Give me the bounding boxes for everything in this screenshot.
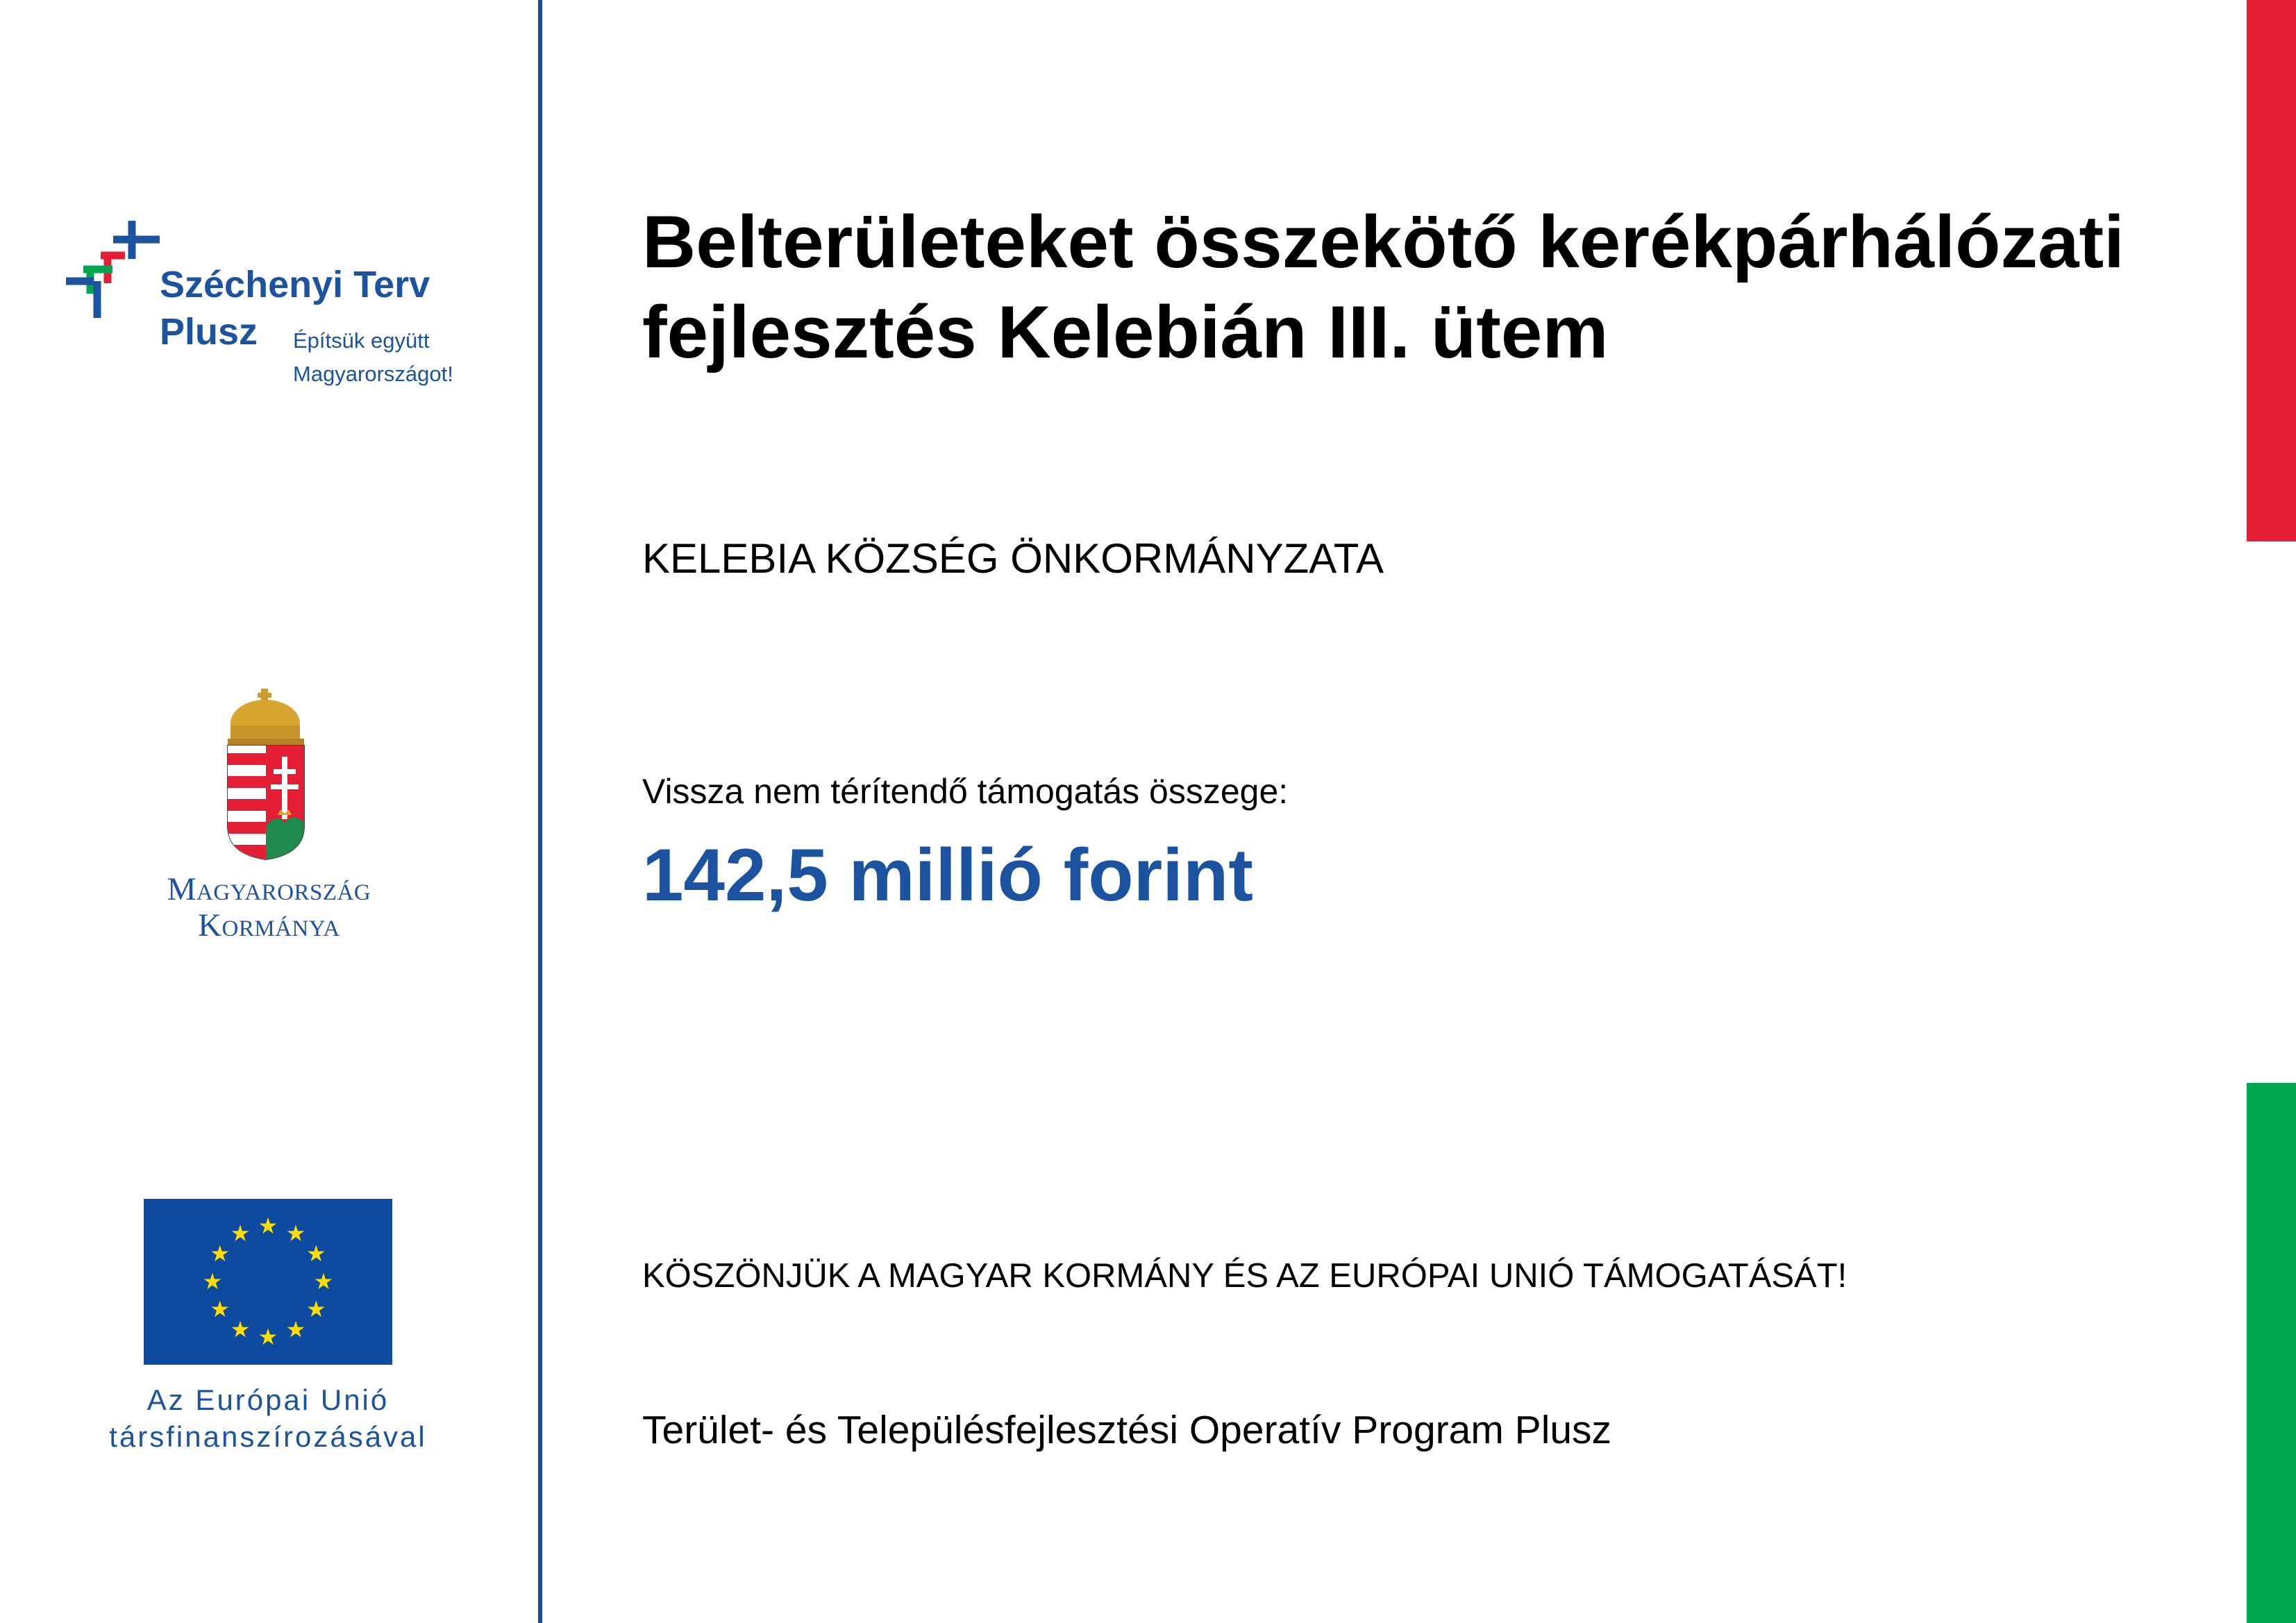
eu-text-line1: Az Európai Unió	[146, 1384, 389, 1416]
support-amount-label: Vissza nem térítendő támogatás összege:	[642, 772, 1289, 811]
government-name-line1: Magyarország	[167, 871, 371, 907]
szechenyi-slogan-line1: Építsük együtt	[293, 328, 430, 353]
operative-program-name: Terület- és Településfejlesztési Operatív Program Plusz	[642, 1408, 1612, 1452]
hungarian-coat-of-arms-icon	[221, 687, 311, 861]
eu-text-line2: társfinanszírozásával	[109, 1420, 427, 1453]
government-name-line2: Kormánya	[198, 907, 340, 943]
szechenyi-title: Széchenyi Terv	[160, 264, 430, 305]
flag-stripe-red	[2247, 0, 2296, 541]
eu-flag-icon	[144, 1199, 392, 1365]
flag-stripe-green	[2247, 1083, 2296, 1623]
project-title: Belterületeket összekötő kerékpárhálózati fejlesztés Kelebián III. ütem	[642, 200, 2125, 373]
szechenyi-plusz: Plusz	[160, 311, 258, 353]
szechenyi-slogan-line2: Magyarországot!	[293, 362, 453, 386]
vertical-divider	[538, 0, 542, 1623]
szechenyi-slogan	[293, 324, 453, 391]
szechenyi-cross-icon	[62, 217, 167, 321]
eu-cofinancing-text	[69, 1381, 467, 1455]
government-name	[104, 871, 434, 943]
support-amount: 142,5 millió forint	[642, 833, 1253, 916]
beneficiary-name: KELEBIA KÖZSÉG ÖNKORMÁNYZATA	[642, 535, 1384, 582]
thanks-text: KÖSZÖNJÜK A MAGYAR KORMÁNY ÉS AZ EURÓPAI UNIÓ TÁMOGATÁSÁT!	[642, 1257, 1847, 1295]
